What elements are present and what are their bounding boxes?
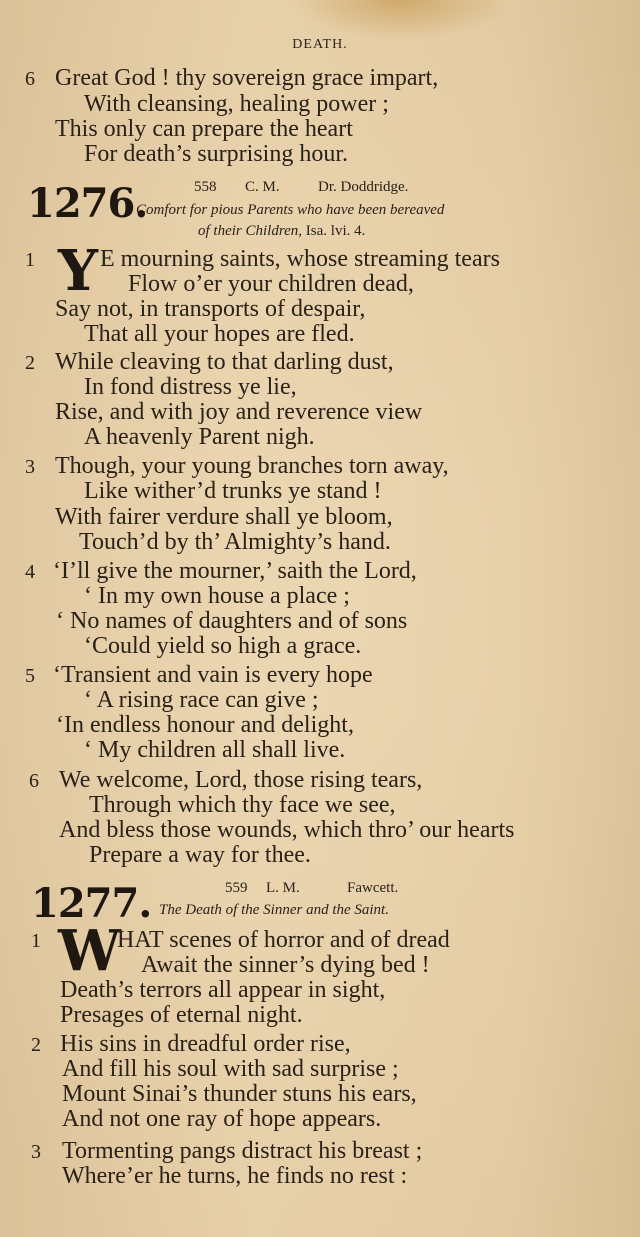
verse-line: ‘In endless honour and delight, bbox=[56, 712, 354, 738]
verse-number: 6 bbox=[29, 770, 39, 792]
drop-cap: Y bbox=[58, 238, 98, 304]
verse-number: 6 bbox=[25, 68, 35, 90]
verse-number: 2 bbox=[31, 1034, 41, 1056]
verse-line: This only can prepare the heart bbox=[55, 116, 353, 142]
verse-line: ‘Transient and vain is every hope bbox=[53, 662, 373, 688]
verse-number: 1 bbox=[31, 930, 41, 952]
verse-line: ‘ In my own house a place ; bbox=[84, 583, 350, 609]
verse-line: That all your hopes are fled. bbox=[84, 321, 355, 347]
verse-line: With cleansing, healing power ; bbox=[84, 91, 389, 117]
hymn-number: 1277. bbox=[31, 880, 152, 927]
meter: C. M. bbox=[245, 179, 280, 195]
meter: L. M. bbox=[266, 880, 300, 896]
author: Fawcett. bbox=[347, 880, 399, 896]
verse-line: Flow o’er your children dead, bbox=[128, 271, 414, 297]
verse-number: 3 bbox=[31, 1141, 41, 1163]
verse-line: Tormenting pangs distract his breast ; bbox=[62, 1138, 423, 1164]
verse-line: Through which thy face we see, bbox=[89, 792, 396, 818]
verse-line: Where’er he turns, he finds no rest : bbox=[62, 1163, 408, 1189]
verse-line: ‘ No names of daughters and of sons bbox=[56, 608, 408, 634]
verse-line: Await the sinner’s dying bed ! bbox=[141, 952, 430, 978]
subtitle-italic: of their Children, bbox=[198, 223, 303, 239]
verse-number: 4 bbox=[25, 561, 35, 583]
verse-line: ‘ A rising race can give ; bbox=[84, 687, 319, 713]
verse-number: 5 bbox=[25, 665, 35, 687]
tune-number: 559 bbox=[225, 880, 248, 896]
hymn-number: 1276. bbox=[27, 180, 148, 227]
verse-line: ‘I’ll give the mourner,’ saith the Lord, bbox=[53, 558, 417, 584]
verse-line: HAT scenes of horror and of dread bbox=[117, 927, 450, 953]
verse-number: 2 bbox=[25, 352, 35, 374]
verse-line: ‘ My children all shall live. bbox=[84, 737, 346, 763]
author: Dr. Doddridge. bbox=[318, 179, 409, 195]
verse-line: E mourning saints, whose streaming tears bbox=[100, 246, 500, 272]
verse-line: Touch’d by th’ Almighty’s hand. bbox=[79, 529, 391, 555]
verse-number: 3 bbox=[25, 456, 35, 478]
verse-line: Mount Sinai’s thunder stuns his ears, bbox=[62, 1081, 417, 1107]
verse-line: And not one ray of hope appears. bbox=[62, 1106, 382, 1132]
verse-line: For death’s surprising hour. bbox=[84, 141, 348, 167]
tune-number: 558 bbox=[194, 179, 217, 195]
verse-line: Say not, in transports of despair, bbox=[55, 296, 366, 322]
verse-line: His sins in dreadful order rise, bbox=[60, 1031, 351, 1057]
verse-line: In fond distress ye lie, bbox=[84, 374, 297, 400]
verse-line: Rise, and with joy and reverence view bbox=[55, 399, 423, 425]
running-head: DEATH. bbox=[292, 37, 348, 52]
verse-line: A heavenly Parent nigh. bbox=[84, 424, 315, 450]
verse-line: Like wither’d trunks ye stand ! bbox=[84, 478, 382, 504]
hymn-subtitle: The Death of the Sinner and the Saint. bbox=[159, 902, 389, 918]
verse-line: And bless those wounds, which thro’ our hearts bbox=[59, 817, 515, 843]
scripture-reference: Isa. lvi. 4. bbox=[302, 223, 366, 239]
verse-line: We welcome, Lord, those rising tears, bbox=[59, 767, 423, 793]
verse-line: Presages of eternal night. bbox=[60, 1002, 303, 1028]
drop-cap: W bbox=[58, 918, 121, 984]
verse-line: With fairer verdure shall ye bloom, bbox=[55, 504, 393, 530]
verse-line: Prepare a way for thee. bbox=[89, 842, 311, 868]
verse-line: And fill his soul with sad surprise ; bbox=[62, 1056, 399, 1082]
verse-line: Death’s terrors all appear in sight, bbox=[60, 977, 386, 1003]
hymn-subtitle-line2 bbox=[198, 223, 365, 240]
hymn-subtitle: Comfort for pious Parents who have been bereaved bbox=[136, 202, 445, 218]
verse-line: ‘Could yield so high a grace. bbox=[84, 633, 362, 659]
verse-line: Though, your young branches torn away, bbox=[55, 453, 449, 479]
verse-line: While cleaving to that darling dust, bbox=[55, 349, 394, 375]
verse-line: Great God ! thy sovereign grace impart, bbox=[55, 65, 439, 91]
verse-number: 1 bbox=[25, 249, 35, 271]
